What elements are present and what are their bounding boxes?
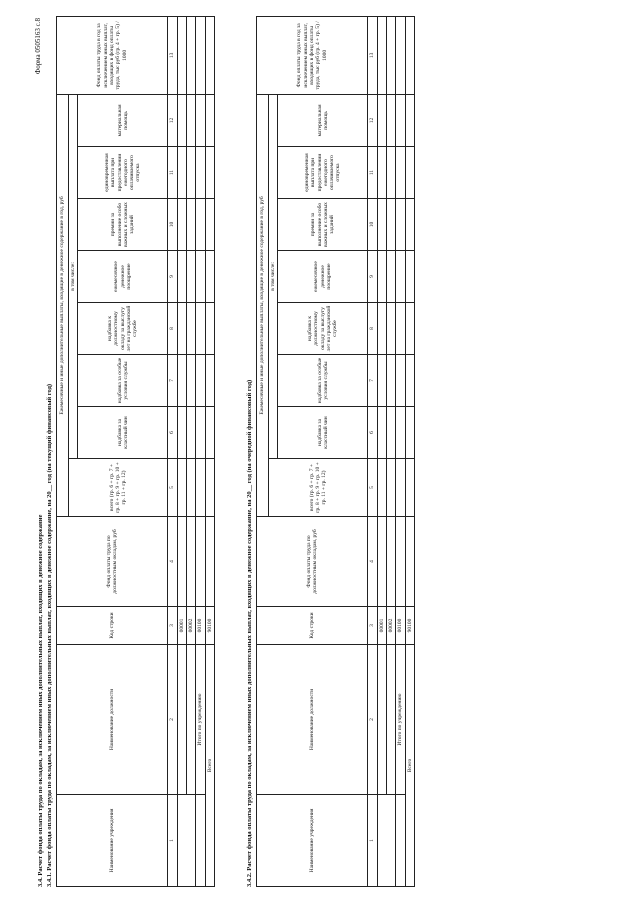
value-cell[interactable]: [177, 407, 186, 459]
value-cell[interactable]: [205, 147, 214, 199]
code-cell: 00002: [386, 607, 395, 645]
value-cell[interactable]: [396, 16, 405, 94]
value-cell[interactable]: [186, 147, 195, 199]
subtotal-code: 00100: [196, 607, 205, 645]
header-in-that: в том числе:: [269, 94, 278, 458]
header-fund-total: Фонд оплаты труда в год за исключением иных выплат, входящих в фонд оплаты труда, тыс руб (гр. 4 + гр. 5) / 1000: [57, 16, 168, 94]
value-cell[interactable]: [386, 407, 395, 459]
col-number: 10: [368, 199, 377, 251]
value-cell[interactable]: [186, 199, 195, 251]
header-c9: ежемесячное денежное поощрение: [78, 251, 168, 303]
header-total: всего (гр. 6 + гр. 7 + гр. 8 + гр. 9 + гр. 10 + гр. 11 + гр. 12): [69, 459, 168, 517]
header-group: Ежемесячные и иные дополнительные выплаты, входящие в денежное содержание в год, руб: [57, 94, 69, 516]
col-number: 9: [168, 251, 177, 303]
col-number: 5: [368, 459, 377, 517]
value-cell[interactable]: [377, 147, 386, 199]
value-cell[interactable]: [205, 16, 214, 94]
code-cell: 00001: [377, 607, 386, 645]
table-2-title: 3.4.2. Расчет фонда оплаты труда по окладам, за исключением иных дополнительных выплат, входящих в денежное содержание, на 20__ год (на очередной финансовый год): [246, 379, 253, 887]
value-cell[interactable]: [205, 303, 214, 355]
value-cell[interactable]: [196, 147, 205, 199]
subtotal-code: 00100: [396, 607, 405, 645]
subtotal-label: Итого по учреждению: [396, 645, 405, 795]
value-cell[interactable]: [196, 251, 205, 303]
value-cell[interactable]: [405, 459, 414, 517]
col-number: 11: [368, 147, 377, 199]
code-cell: 00001: [177, 607, 186, 645]
value-cell[interactable]: [405, 199, 414, 251]
header-c12: материальная помощь: [278, 94, 368, 146]
col-number: 11: [168, 147, 177, 199]
col-number: 6: [168, 407, 177, 459]
value-cell[interactable]: [396, 199, 405, 251]
value-cell[interactable]: [186, 355, 195, 407]
value-cell[interactable]: [405, 517, 414, 607]
subtotal-label: Итого по учреждению: [196, 645, 205, 795]
value-cell[interactable]: [386, 147, 395, 199]
value-cell[interactable]: [396, 355, 405, 407]
col-number: 1: [168, 795, 177, 887]
value-cell[interactable]: [186, 94, 195, 146]
value-cell[interactable]: [405, 147, 414, 199]
value-cell[interactable]: [405, 251, 414, 303]
value-cell[interactable]: [205, 459, 214, 517]
col-number: 4: [168, 517, 177, 607]
value-cell[interactable]: [396, 459, 405, 517]
value-cell[interactable]: [386, 251, 395, 303]
value-cell[interactable]: [377, 251, 386, 303]
institution-cell[interactable]: [377, 795, 396, 887]
subtotal-row: [196, 16, 205, 886]
col-number: 8: [168, 303, 177, 355]
header-total: всего (гр. 6 + гр. 7 + гр. 8 + гр. 9 + гр. 10 + гр. 11 + гр. 12): [269, 459, 368, 517]
value-cell[interactable]: [205, 517, 214, 607]
subtotal-row: [396, 16, 405, 886]
value-cell[interactable]: [177, 147, 186, 199]
value-cell[interactable]: [196, 94, 205, 146]
value-cell[interactable]: [196, 303, 205, 355]
col-number: 4: [368, 517, 377, 607]
value-cell[interactable]: [396, 94, 405, 146]
value-cell[interactable]: [205, 355, 214, 407]
header-fund-total: Фонд оплаты труда в год за исключением иных выплат, входящих в фонд оплаты труда, тыс руб (гр. 4 + гр. 5) / 1000: [257, 16, 368, 94]
total-label: Всего: [205, 645, 214, 887]
value-cell[interactable]: [205, 94, 214, 146]
value-cell[interactable]: [186, 517, 195, 607]
total-row: [405, 16, 414, 886]
col-number: 13: [368, 16, 377, 94]
col-number: 8: [368, 303, 377, 355]
header-c6: надбавка за классный чин: [278, 407, 368, 459]
value-cell[interactable]: [177, 94, 186, 146]
value-cell[interactable]: [377, 517, 386, 607]
value-cell[interactable]: [405, 94, 414, 146]
col-number: 7: [168, 355, 177, 407]
code-cell: 00002: [186, 607, 195, 645]
col-number: 3: [168, 607, 177, 645]
value-cell[interactable]: [196, 407, 205, 459]
value-cell[interactable]: [405, 16, 414, 94]
col-number: 10: [168, 199, 177, 251]
value-cell[interactable]: [177, 251, 186, 303]
value-cell[interactable]: [186, 16, 195, 94]
table-row: [177, 16, 186, 886]
value-cell[interactable]: [377, 16, 386, 94]
value-cell[interactable]: [377, 94, 386, 146]
table-1: [56, 16, 215, 887]
value-cell[interactable]: [386, 459, 395, 517]
header-c10: премии за выполнение особо важных и сложных заданий: [78, 199, 168, 251]
col-number: 13: [168, 16, 177, 94]
total-label: Всего: [405, 645, 414, 887]
col-number: 12: [368, 94, 377, 146]
value-cell[interactable]: [177, 517, 186, 607]
value-cell[interactable]: [205, 251, 214, 303]
position-cell[interactable]: [377, 645, 386, 795]
institution-cell[interactable]: [177, 795, 196, 887]
header-fund-salary: Фонд оплаты труда по должностным окладам, руб: [257, 517, 368, 607]
col-number: 2: [168, 645, 177, 795]
value-cell[interactable]: [177, 303, 186, 355]
value-cell[interactable]: [177, 355, 186, 407]
col-number: 2: [368, 645, 377, 795]
header-c7: надбавка за особые условия службы: [78, 355, 168, 407]
value-cell[interactable]: [177, 459, 186, 517]
position-cell[interactable]: [177, 645, 186, 795]
col-number: 1: [368, 795, 377, 887]
header-code: Код строки: [57, 607, 168, 645]
table-1-title: 3.4.1. Расчет фонда оплаты труда по окладам, за исключением иных дополнительных выплат, входящих в денежное содержание, на 20__ год (на текущий финансовый год): [46, 383, 53, 887]
section-title: 3.4. Расчет фонда оплаты труда по окладам, за исключением иных дополнительных выплат, входящих в денежное содержание: [37, 514, 44, 887]
value-cell[interactable]: [186, 251, 195, 303]
value-cell[interactable]: [386, 517, 395, 607]
col-number: 3: [368, 607, 377, 645]
header-c6: надбавка за классный чин: [78, 407, 168, 459]
position-cell[interactable]: [386, 645, 395, 795]
value-cell[interactable]: [377, 407, 386, 459]
value-cell[interactable]: [186, 407, 195, 459]
value-cell[interactable]: [377, 355, 386, 407]
value-cell[interactable]: [177, 16, 186, 94]
value-cell[interactable]: [386, 303, 395, 355]
value-cell[interactable]: [386, 16, 395, 94]
value-cell[interactable]: [196, 355, 205, 407]
form-code: Форма 0505163 с.8: [34, 18, 42, 75]
total-code: 90100: [205, 607, 214, 645]
header-c7: надбавка за особые условия службы: [278, 355, 368, 407]
header-institution: Наименование учреждения: [57, 795, 168, 887]
value-cell[interactable]: [186, 303, 195, 355]
value-cell[interactable]: [405, 303, 414, 355]
col-number: 12: [168, 94, 177, 146]
header-code: Код строки: [257, 607, 368, 645]
value-cell[interactable]: [186, 459, 195, 517]
header-c11: единовременная выплата при предоставлении ежегодного оплачиваемого отпуска: [278, 147, 368, 199]
value-cell[interactable]: [196, 16, 205, 94]
header-c9: ежемесячное денежное поощрение: [278, 251, 368, 303]
table-row: [377, 16, 386, 886]
table-row: [186, 16, 195, 886]
col-number: 7: [368, 355, 377, 407]
header-institution: Наименование учреждения: [257, 795, 368, 887]
value-cell[interactable]: [196, 517, 205, 607]
header-position: Наименование должности: [57, 645, 168, 795]
value-cell[interactable]: [386, 355, 395, 407]
header-c8: надбавка к должностному окладу за выслугу лет на гражданской службе: [278, 303, 368, 355]
header-group: Ежемесячные и иные дополнительные выплаты, входящие в денежное содержание в год, руб: [257, 94, 269, 516]
value-cell[interactable]: [386, 94, 395, 146]
value-cell[interactable]: [196, 459, 205, 517]
col-number: 6: [368, 407, 377, 459]
table-2: [256, 16, 415, 887]
value-cell[interactable]: [377, 303, 386, 355]
header-in-that: в том числе:: [69, 94, 78, 458]
value-cell[interactable]: [377, 459, 386, 517]
value-cell[interactable]: [205, 199, 214, 251]
table-row: [386, 16, 395, 886]
col-number: 9: [368, 251, 377, 303]
value-cell[interactable]: [396, 303, 405, 355]
position-cell[interactable]: [186, 645, 195, 795]
header-position: Наименование должности: [257, 645, 368, 795]
value-cell[interactable]: [396, 147, 405, 199]
header-c8: надбавка к должностному окладу за выслугу лет на гражданской службе: [78, 303, 168, 355]
value-cell[interactable]: [177, 199, 186, 251]
value-cell[interactable]: [396, 517, 405, 607]
value-cell[interactable]: [396, 251, 405, 303]
value-cell[interactable]: [396, 407, 405, 459]
value-cell[interactable]: [386, 199, 395, 251]
value-cell[interactable]: [405, 355, 414, 407]
header-fund-salary: Фонд оплаты труда по должностным окладам, руб: [57, 517, 168, 607]
total-row: [205, 16, 214, 886]
total-code: 90100: [405, 607, 414, 645]
header-c10: премии за выполнение особо важных и сложных заданий: [278, 199, 368, 251]
value-cell[interactable]: [377, 199, 386, 251]
value-cell[interactable]: [196, 199, 205, 251]
col-number: 5: [168, 459, 177, 517]
header-c12: материальная помощь: [78, 94, 168, 146]
header-c11: единовременная выплата при предоставлении ежегодного оплачиваемого отпуска: [78, 147, 168, 199]
value-cell[interactable]: [405, 407, 414, 459]
value-cell[interactable]: [205, 407, 214, 459]
